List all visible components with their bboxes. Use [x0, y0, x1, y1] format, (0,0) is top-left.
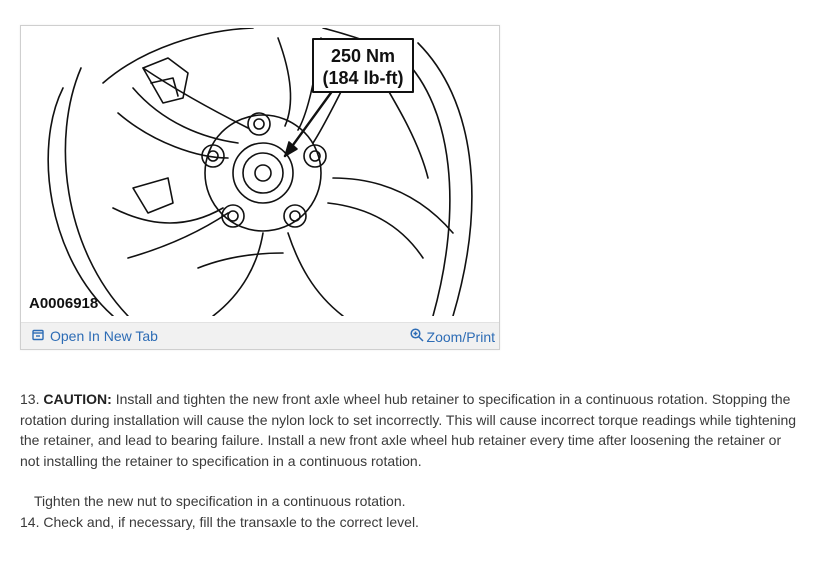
zoom-in-icon — [410, 328, 424, 345]
figure-id-label: A0006918 — [29, 295, 99, 312]
open-in-new-tab-link[interactable] — [32, 328, 158, 344]
procedure-steps — [20, 389, 800, 532]
step-14-number: 14. — [20, 513, 40, 530]
step-14 — [20, 512, 800, 533]
step-13-text: Install and tighten the new front axle wheel hub retainer to specification in a continuous rotation. Stopping the rotation during installation will cause the nylon lock to set incorrectly. This will cause incorrect torque readings while tightening the retainer, and lead to bearing failure. Install a new front axle wheel hub retainer every time after loosening the retainer or not installing the retainer to specification in a continuous rotation. — [20, 391, 797, 469]
step-13 — [20, 389, 800, 471]
step-14-text: Check and, if necessary, fill the transaxle to the correct level. — [43, 513, 419, 530]
wheel-hub-illustration[interactable] — [23, 28, 497, 316]
caution-label: CAUTION: — [43, 391, 112, 407]
step-13-number: 13. — [20, 391, 40, 407]
zoom-print-label: Zoom/Print — [426, 328, 495, 345]
figure-card — [20, 25, 500, 350]
torque-callout-lbft: (184 lb-ft) — [322, 68, 404, 88]
torque-callout-nm: 250 Nm — [330, 46, 396, 66]
open-in-new-tab-icon — [32, 328, 44, 344]
figure-toolbar — [21, 322, 499, 349]
step-13-substep: Tighten the new nut to specification in a continuous rotation. — [34, 493, 406, 509]
zoom-print-link[interactable] — [410, 328, 495, 345]
open-in-new-tab-label: Open In New Tab — [50, 328, 158, 344]
